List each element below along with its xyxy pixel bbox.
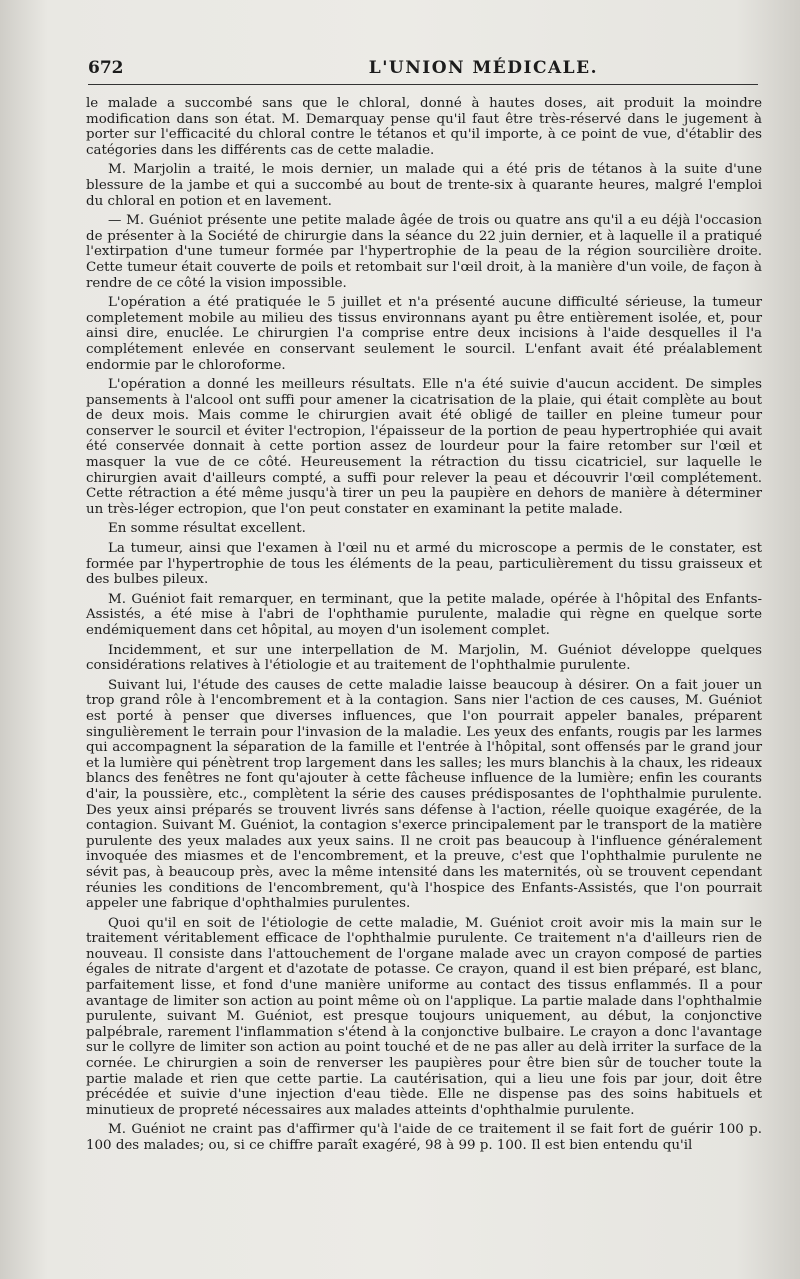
paragraph: Incidemment, et sur une interpellation de M. Marjolin, M. Guéniot développe quelques considérations relatives à l'étiologie et au traitement de l'ophthalmie purulente.	[86, 642, 762, 674]
paragraph: M. Guéniot fait remarquer, en terminant, que la petite malade, opérée à l'hôpital des Enfants-Assistés, a été mise à l'abri de l'ophthamie purulente, maladie qui règne en quelque sorte endémiquement dans cet hôpital, au moyen d'un isolement complet.	[86, 591, 762, 638]
paragraph: M. Guéniot ne craint pas d'affirmer qu'à l'aide de ce traitement il se fait fort de guérir 100 p. 100 des malades; ou, si ce chiffre paraît exagéré, 98 à 99 p. 100. Il est bien entendu qu'il	[86, 1122, 762, 1153]
paragraph: — M. Guéniot présente une petite malade âgée de trois ou quatre ans qu'il a eu déjà l'occasion de présenter à la Société de chirurgie dans la séance du 22 juin dernier, et à laquelle il a pratiqué l'extirpation d'une tumeur formée par l'hypertrophie de la peau de la région sourcilière droite. Cette tumeur était couverte de poils et retombait sur l'œil droit, à la manière d'un voile, de façon à rendre de ce côté la vision impossible.	[86, 213, 762, 291]
page-header	[88, 58, 758, 85]
paragraph: L'opération a été pratiquée le 5 juillet et n'a présenté aucune difficulté sérieuse, la tumeur completement mobile au milieu des tissus environnans ayant pu être entièrement isolée, et, pour ainsi dire, enuclée. Le chirurgien l'a comprise entre deux incisions à l'aide desquelles il l'a complétement enlevée en conservant seulement le sourcil. L'enfant avait été préalablement endormie par le chloroforme.	[86, 295, 762, 373]
paragraph: En somme résultat excellent.	[108, 521, 306, 537]
paragraph: L'opération a donné les meilleurs résultats. Elle n'a été suivie d'aucun accident. De simples pansements à l'alcool ont suffi pour amener la cicatrisation de la plaie, qui était complète au bout de deux mois. Mais comme le chirurgien avait été obligé de tailler en pleine tumeur pour conserver le sourcil et éviter l'ectropion, l'épaisseur de la portion de peau hypertrophiée qui avait été conservée donnait à cette portion assez de lourdeur pour la faire retomber sur l'œil et masquer la vue de ce côté. Heureusement la rétraction du tissu cicatriciel, sur laquelle le chirurgien avait d'ailleurs compté, a suffi pour relever la peau et découvrir l'œil complétement. Cette rétraction a été même jusqu'à tirer un peu la paupière en dehors de manière à déterminer un très-léger ectropion, que l'on peut constater en examinant la petite malade.	[86, 377, 762, 517]
paragraph: La tumeur, ainsi que l'examen à l'œil nu et armé du microscope a permis de le constater, est formée par l'hypertrophie de tous les éléments de la peau, particulièrement du tissu graisseux et des bulbes pileux.	[86, 541, 762, 588]
page-number: 672	[88, 58, 124, 78]
paragraph: M. Marjolin a traité, le mois dernier, un malade qui a été pris de tétanos à la suite d'une blessure de la jambe et qui a succombé au bout de trente-six à quarante heures, malgré l'emploi du chloral en potion et en lavement.	[86, 162, 762, 209]
paragraph: Suivant lui, l'étude des causes de cette maladie laisse beaucoup à désirer. On a fait jouer un trop grand rôle à l'encombrement et à la contagion. Sans nier l'action de ces causes, M. Guéniot est porté à penser que diverses influences, que l'on pourrait appeler banales, préparent singulièrement le terrain pour l'invasion de la maladie. Les yeux des enfants, rougis par les larmes qui accompagnent la séparation de la famille et l'entrée à l'hôpital, sont offensés par le grand jour et la lumière qui pénètrent trop largement dans les salles; les murs blanchis à la chaux, les rideaux blancs des fenêtres ne font qu'ajouter à cette fâcheuse influence de la lumière; enfin les courants d'air, la poussière, etc., complètent la série des causes prédisposantes de l'ophthalmie purulente. Des yeux ainsi préparés se trouvent livrés sans défense à l'action, réelle quoique exagérée, de la contagion. Suivant M. Guéniot, la contagion s'exerce principalement par le transport de la matière purulente des yeux malades aux yeux sains. Il ne croit pas beaucoup à l'influence généralement invoquée des miasmes et de l'encombrement, et la preuve, c'est que l'ophthalmie purulente ne sévit pas, à beaucoup près, avec la même intensité dans les maternités, où se trouvent cependant réunies les conditions de l'encombrement, qu'à l'hospice des Enfants-Assistés, que l'on pourrait appeler une fabrique d'ophthalmies purulentes.	[86, 677, 762, 912]
running-title: L'UNION MÉDICALE.	[368, 58, 598, 78]
paragraph: Quoi qu'il en soit de l'étiologie de cette maladie, M. Guéniot croit avoir mis la main sur le traitement véritablement efficace de l'ophthalmie purulente. Ce traitement n'a d'ailleurs rien de nouveau. Il consiste dans l'attouchement de l'organe malade avec un crayon composé de parties égales de nitrate d'argent et d'azotate de potasse. Ce crayon, quand il est bien préparé, est blanc, parfaitement lisse, et fond d'une manière uniforme au contact des tissus enflammés. Il a pour avantage de limiter son action au point même où on l'applique. La partie malade dans l'ophthalmie purulente, suivant M. Guéniot, est presque toujours uniquement, au début, la conjonctive palpébrale, rarement l'inflammation s'étend à la conjonctive bulbaire. Le crayon a donc l'avantage sur le collyre de limiter son action au point touché et de ne pas aller au delà irriter la surface de la cornée. Le chirurgien a soin de renverser les paupières pour être bien sûr de toucher toute la partie malade et rien que cette partie. La cautérisation, qui a lieu une fois par jour, doit être précédée et suivie d'une injection d'eau tiède. Elle ne dispense pas des soins habituels et minutieux de propreté nécessaires aux malades atteints d'ophthalmie purulente.	[86, 915, 762, 1118]
body-text	[86, 96, 762, 1158]
paragraph: le malade a succombé sans que le chloral, donné à hautes doses, ait produit la moindre modification dans son état. M. Demarquay pense qu'il faut être très-réservé dans le jugement à porter sur l'efficacité du chloral contre le tétanos et qu'il importe, à ce point de vue, d'établir des catégories dans les différents cas de cette maladie.	[86, 96, 762, 158]
